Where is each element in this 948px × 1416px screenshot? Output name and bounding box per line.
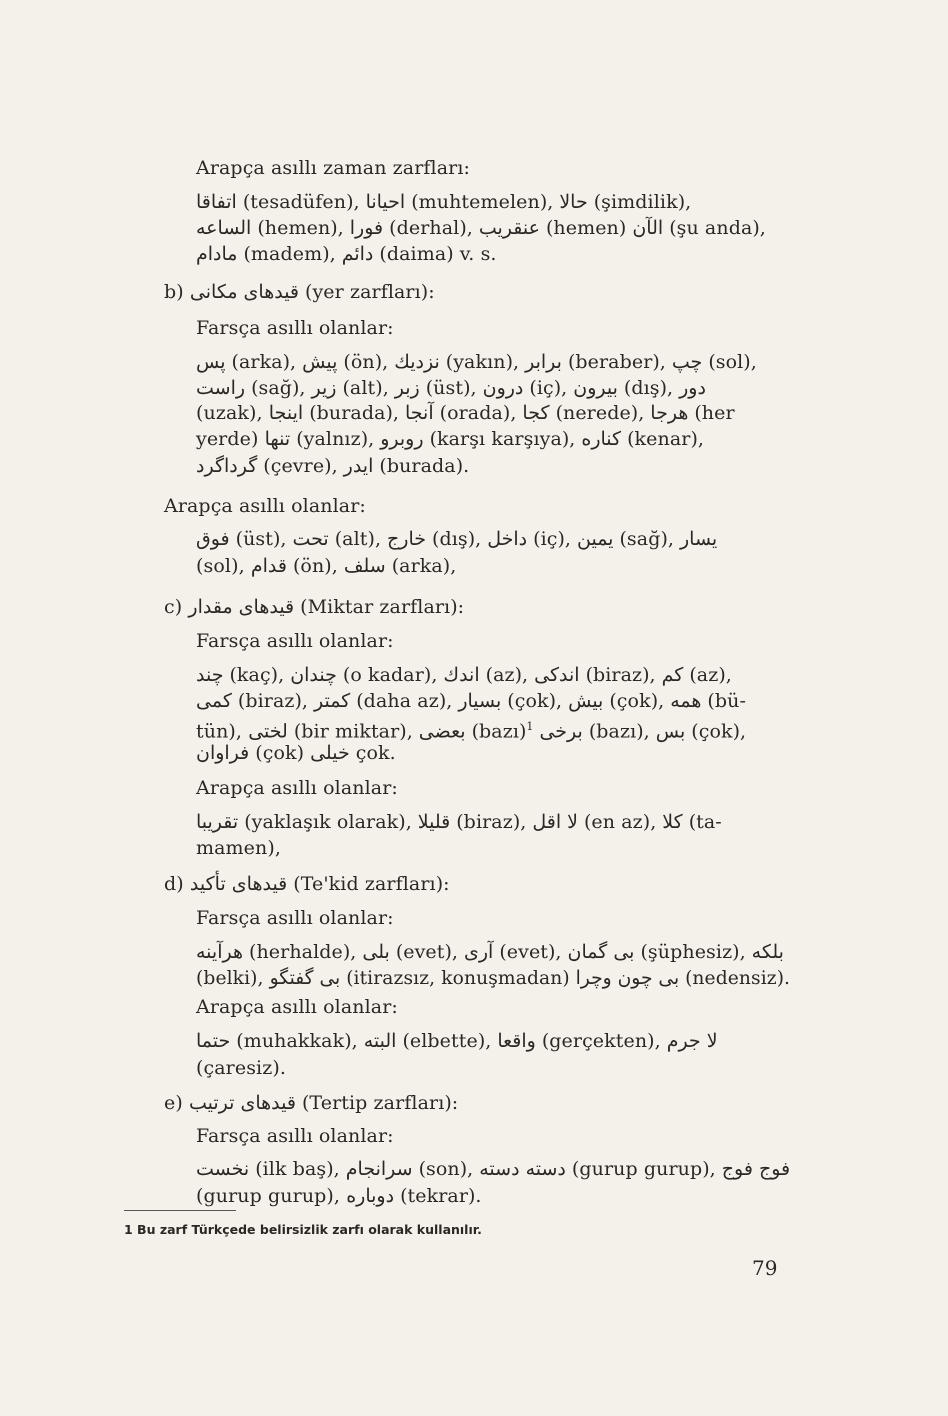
subsection-heading: Arapça asıllı olanlar: bbox=[196, 777, 398, 799]
text-line: (belki), بى گفتگو (itirazsız, konuşmadan) بى چون وچرا (nedensiz). bbox=[196, 967, 790, 989]
subsection-heading: Farsça asıllı olanlar: bbox=[196, 1125, 394, 1147]
text-line: mamen), bbox=[196, 837, 281, 859]
text-line: الساعه (hemen), فورا (derhal), عنقريب (hemen) الآن (şu anda), bbox=[196, 217, 766, 239]
subsection-heading: Arapça asıllı olanlar: bbox=[196, 996, 398, 1018]
text-line: (çaresiz). bbox=[196, 1057, 286, 1079]
footnote-marker: 1 bbox=[526, 720, 534, 733]
text-line bbox=[196, 715, 746, 743]
text-line: كمى (biraz), كمتر (daha az), بسيار (çok), بيش (çok), همه (bü- bbox=[196, 690, 746, 712]
text-line: مادام (madem), دائم (daima) v. s. bbox=[196, 243, 497, 265]
text-line: گرداگرد (çevre), ايدر (burada). bbox=[196, 455, 470, 477]
section-heading: Arapça asıllı zaman zarfları: bbox=[196, 157, 471, 179]
footnote: 1 Bu zarf Türkçede belirsizlik zarfı olarak kullanılır. bbox=[124, 1222, 482, 1237]
text-segment: برخى (bazı), بس (çok), bbox=[539, 720, 747, 743]
text-line: (gurup gurup), دوباره (tekrar). bbox=[196, 1185, 482, 1207]
section-heading: e) قيدهاى ترتيب (Tertip zarfları): bbox=[164, 1092, 459, 1114]
subsection-heading: Farsça asıllı olanlar: bbox=[196, 317, 394, 339]
text-line: yerde) تنها (yalnız), روبرو (karşı karşıya), كناره (kenar), bbox=[196, 428, 704, 450]
text-line: چند (kaç), چندان (o kadar), اندك (az), اندكى (biraz), كم (az), bbox=[196, 664, 732, 686]
text-segment: tün), لختى (bir miktar), بعضى (bazı) bbox=[196, 720, 527, 743]
text-line: پس (arka), پيش (ön), نزديك (yakın), برابر (beraber), چپ (sol), bbox=[196, 351, 757, 373]
text-line: راست (sağ), زير (alt), زبر (üst), درون (iç), بيرون (dış), دور bbox=[196, 377, 706, 399]
subsection-heading: Farsça asıllı olanlar: bbox=[196, 907, 394, 929]
footnote-divider bbox=[124, 1210, 236, 1211]
page-number: 79 bbox=[752, 1256, 778, 1280]
text-line: فوق (üst), تحت (alt), خارج (dış), داخل (iç), يمين (sağ), يسار bbox=[196, 528, 718, 550]
subsection-heading: Arapça asıllı olanlar: bbox=[164, 495, 366, 517]
text-line: فراوان (çok) خيلى çok. bbox=[196, 742, 396, 764]
section-heading: b) قيدهاى مكانى (yer zarfları): bbox=[164, 281, 435, 303]
text-line: هرآينه (herhalde), بلى (evet), آرى (evet), بى گمان (şüphesiz), بلكه bbox=[196, 941, 784, 963]
text-line: (uzak), اينجا (burada), آنجا (orada), كجا (nerede), هرجا (her bbox=[196, 402, 735, 424]
text-line: (sol), قدام (ön), سلف (arka), bbox=[196, 555, 457, 577]
text-line: تقريبا (yaklaşık olarak), قليلا (biraz), لا اقل (en az), كلا (ta- bbox=[196, 811, 722, 833]
text-line: نخست (ilk baş), سرانجام (son), دسته دسته (gurup gurup), فوج فوج bbox=[196, 1158, 791, 1180]
section-heading: d) قيدهاى تأكيد (Te'kid zarfları): bbox=[164, 873, 450, 895]
section-heading: c) قيدهاى مقدار (Miktar zarfları): bbox=[164, 596, 465, 618]
text-line: حتما (muhakkak), البته (elbette), واقعا (gerçekten), لا جرم bbox=[196, 1030, 718, 1052]
subsection-heading: Farsça asıllı olanlar: bbox=[196, 630, 394, 652]
text-line: اتفاقا (tesadüfen), احيانا (muhtemelen), حالا (şimdilik), bbox=[196, 191, 692, 213]
